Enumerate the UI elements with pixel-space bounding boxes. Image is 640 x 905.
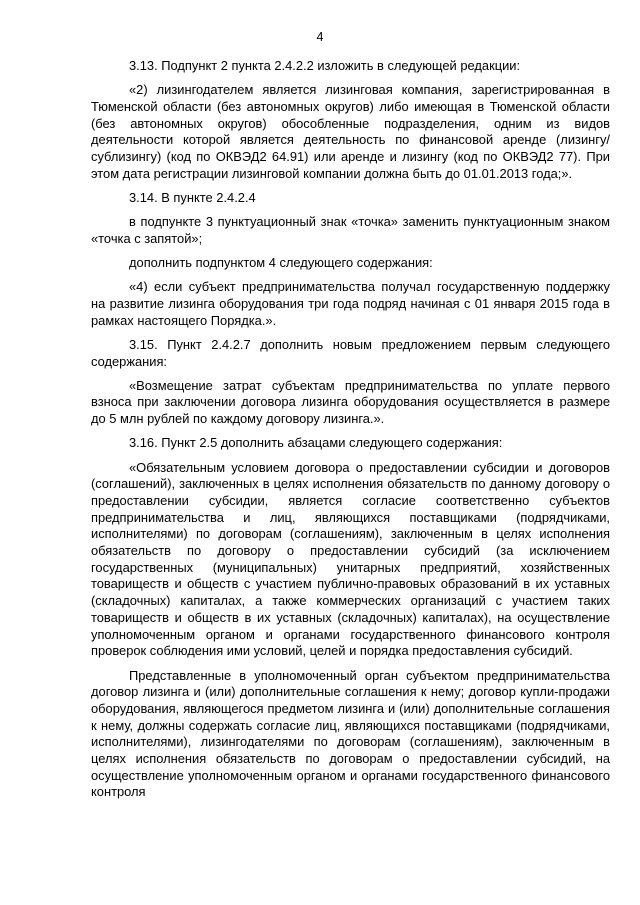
paragraph-3-13: 3.13. Подпункт 2 пункта 2.4.2.2 изложить в следующей редакции: (129, 58, 521, 73)
paragraph-3-14-sub4-text: «4) если субъект предпринимательства получал государственную поддержку на развитие лизинга оборудования три года подряд начиная с 01 января 2015 года в рамках настоящего Порядка.». (91, 279, 610, 328)
paragraph-3-13-text: «2) лизингодателем является лизинговая компания, зарегистрированная в Тюменской области (без автономных округов) либо имеющая в Тюменской области (без автономных округов) обособленные подразделения, одним из видов деятельности которой является деятельность по финансовой аренде (лизингу/сублизингу) (код по ОКВЭД2 64.91) или аренде и лизингу (код по ОКВЭД2 77). При этом дата регистрации лизинговой компании должна быть до 01.01.2013 года;». (91, 82, 610, 181)
paragraph-3-14-add4: дополнить подпунктом 4 следующего содержания: (129, 255, 433, 271)
paragraph-3-14-sub3: в подпункте 3 пунктуационный знак «точка» заменить пунктуационным знаком «точка с запятой»; (91, 214, 610, 246)
document-body (91, 58, 610, 801)
paragraph-3-16: 3.16. Пункт 2.5 дополнить абзацами следующего содержания: (129, 435, 503, 451)
paragraph-3-14: 3.14. В пункте 2.4.2.4 (129, 189, 256, 205)
page-number: 4 (316, 30, 324, 44)
paragraph-3-16-text-2: Представленные в уполномоченный орган субъектом предпринимательства договор лизинга и (или) дополнительные соглашения к нему; договор купли-продажи оборудования, являющегося предметом лизинга и (или) дополнительные соглашения к нему, должны содержать согласие лиц, являющихся поставщиками (подрядчиками, исполнителями), лизингодателями по договорам (соглашениям), заключенным в целях исполнения обязательств по договорам о предоставлении субсидий, на осуществление уполномоченным органом и органами государственного финансового контроля (91, 667, 610, 800)
paragraph-3-15: 3.15. Пункт 2.4.2.7 дополнить новым предложением первым следующего содержания: (91, 336, 610, 369)
paragraph-3-15-text: «Возмещение затрат субъектам предпринимательства по уплате первого взноса при заключении договора лизинга оборудования осуществляется в размере до 5 млн рублей по каждому договору лизинга.». (91, 377, 610, 427)
paragraph-3-16-text-1: «Обязательным условием договора о предоставлении субсидии и договоров (соглашений), заключенных в целях исполнения обязательств по данному договору о предоставлении субсидии, является согласие соответственно субъектов предпринимательства и лиц, являющихся поставщиками (подрядчиками, исполнителями) по договорам (соглашениям), заключенным в целях исполнения обязательств по договору о предоставлении субсидий (за исключением государственных (муниципальных) унитарных предприятий, хозяйственных товариществ и обществ с участием публично-правовых образований в их уставных (складочных) капиталах, а также коммерческих организаций с участием таких товариществ и обществ в их уставных (складочных) капиталах), на осуществление уполномоченным органом и органами государственного финансового контроля проверок соблюдения ими условий, целей и порядка предоставления субсидий. (91, 459, 610, 659)
